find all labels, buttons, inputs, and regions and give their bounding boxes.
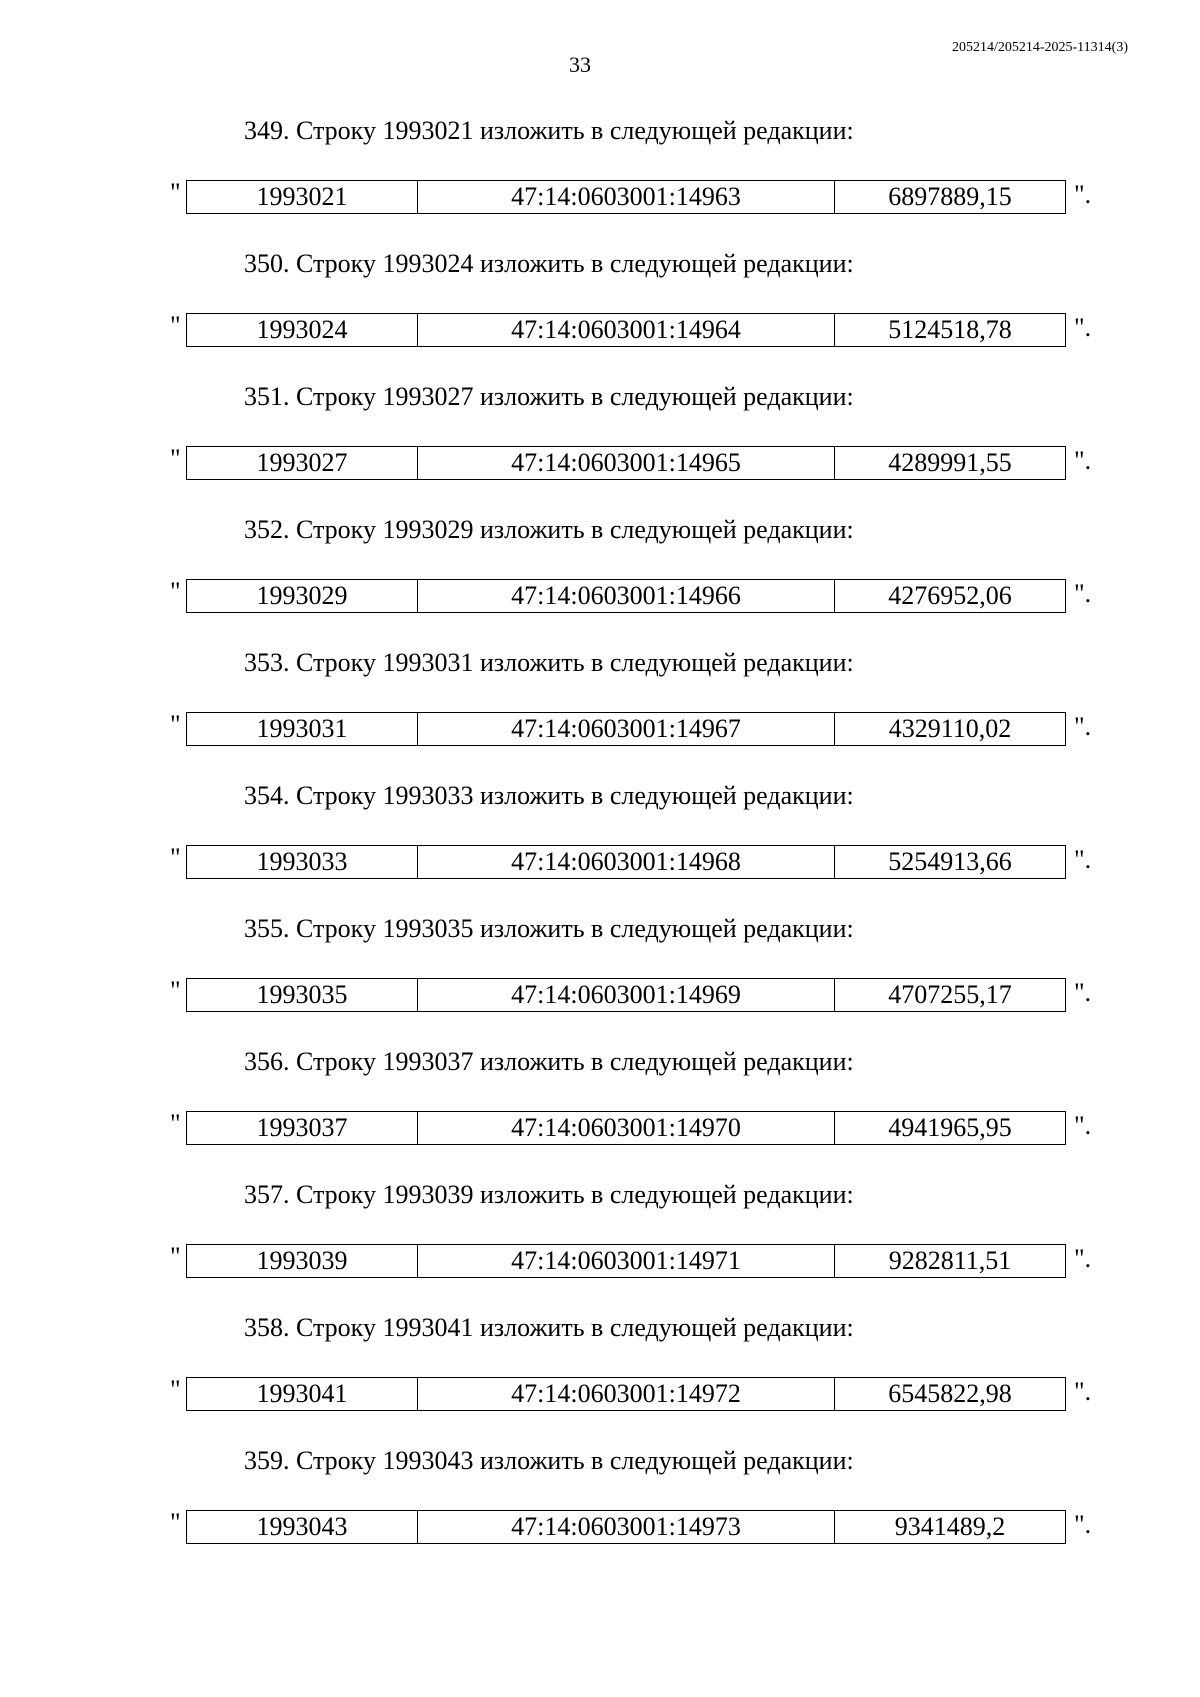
table-row (187, 447, 1066, 480)
opening-quote: " (170, 444, 181, 473)
opening-quote: " (170, 710, 181, 739)
cadastral-value-cell: 5254913,66 (835, 846, 1066, 879)
table-row (187, 713, 1066, 746)
cadastral-number-cell: 47:14:0603001:14966 (418, 580, 835, 613)
amendment-entry (0, 1440, 1200, 1573)
cadastral-number-cell: 47:14:0603001:14963 (418, 181, 835, 214)
table-row (187, 181, 1066, 214)
row-table (186, 313, 1066, 347)
amendment-entry (0, 1307, 1200, 1440)
table-row (187, 314, 1066, 347)
row-table (186, 1244, 1066, 1278)
amendment-heading: 349. Строку 1993021 изложить в следующей редакции: (244, 116, 854, 145)
closing-quote: ". (1074, 313, 1092, 342)
opening-quote: " (170, 1109, 181, 1138)
table-row (187, 1378, 1066, 1411)
amendment-entry (0, 775, 1200, 908)
cadastral-number-cell: 47:14:0603001:14972 (418, 1378, 835, 1411)
cadastral-value-cell: 6897889,15 (835, 181, 1066, 214)
table-row (187, 1511, 1066, 1544)
row-table (186, 579, 1066, 613)
closing-quote: ". (1074, 1111, 1092, 1140)
row-table (186, 180, 1066, 214)
opening-quote: " (170, 178, 181, 207)
closing-quote: ". (1074, 1244, 1092, 1273)
opening-quote: " (170, 1375, 181, 1404)
cadastral-value-cell: 4329110,02 (835, 713, 1066, 746)
amended-row (0, 1377, 1200, 1411)
cadastral-value-cell: 4276952,06 (835, 580, 1066, 613)
opening-quote: " (170, 843, 181, 872)
row-table (186, 1377, 1066, 1411)
amendment-heading: 357. Строку 1993039 изложить в следующей редакции: (244, 1180, 854, 1209)
opening-quote: " (170, 1242, 181, 1271)
opening-quote: " (170, 976, 181, 1005)
row-table (186, 1510, 1066, 1544)
closing-quote: ". (1074, 712, 1092, 741)
amended-row (0, 1510, 1200, 1544)
amendment-entry (0, 509, 1200, 642)
amended-row (0, 1244, 1200, 1278)
amendment-entry (0, 1174, 1200, 1307)
cadastral-number-cell: 47:14:0603001:14973 (418, 1511, 835, 1544)
row-number-cell: 1993041 (187, 1378, 418, 1411)
opening-quote: " (170, 1508, 181, 1537)
row-number-cell: 1993031 (187, 713, 418, 746)
row-table (186, 712, 1066, 746)
amended-row (0, 1111, 1200, 1145)
cadastral-number-cell: 47:14:0603001:14967 (418, 713, 835, 746)
closing-quote: ". (1074, 1377, 1092, 1406)
closing-quote: ". (1074, 845, 1092, 874)
table-row (187, 1245, 1066, 1278)
row-number-cell: 1993043 (187, 1511, 418, 1544)
row-table (186, 446, 1066, 480)
amendment-heading: 358. Строку 1993041 изложить в следующей редакции: (244, 1313, 854, 1342)
amendment-heading: 350. Строку 1993024 изложить в следующей редакции: (244, 249, 854, 278)
opening-quote: " (170, 311, 181, 340)
row-number-cell: 1993033 (187, 846, 418, 879)
cadastral-value-cell: 6545822,98 (835, 1378, 1066, 1411)
cadastral-number-cell: 47:14:0603001:14969 (418, 979, 835, 1012)
amendment-heading: 355. Строку 1993035 изложить в следующей редакции: (244, 914, 854, 943)
cadastral-value-cell: 4707255,17 (835, 979, 1066, 1012)
closing-quote: ". (1074, 1510, 1092, 1539)
row-table (186, 1111, 1066, 1145)
amendment-list (0, 110, 1200, 1573)
amended-row (0, 446, 1200, 480)
amendment-entry (0, 243, 1200, 376)
row-number-cell: 1993024 (187, 314, 418, 347)
amendment-entry (0, 1041, 1200, 1174)
amendment-entry (0, 110, 1200, 243)
row-number-cell: 1993021 (187, 181, 418, 214)
cadastral-number-cell: 47:14:0603001:14971 (418, 1245, 835, 1278)
amendment-entry (0, 908, 1200, 1041)
amendment-heading: 351. Строку 1993027 изложить в следующей редакции: (244, 382, 854, 411)
row-number-cell: 1993035 (187, 979, 418, 1012)
cadastral-value-cell: 9282811,51 (835, 1245, 1066, 1278)
amended-row (0, 712, 1200, 746)
row-number-cell: 1993027 (187, 447, 418, 480)
closing-quote: ". (1074, 446, 1092, 475)
amended-row (0, 845, 1200, 879)
amendment-heading: 352. Строку 1993029 изложить в следующей редакции: (244, 515, 854, 544)
cadastral-value-cell: 5124518,78 (835, 314, 1066, 347)
amended-row (0, 180, 1200, 214)
amendment-heading: 359. Строку 1993043 изложить в следующей редакции: (244, 1446, 854, 1475)
cadastral-number-cell: 47:14:0603001:14970 (418, 1112, 835, 1145)
row-table (186, 845, 1066, 879)
amended-row (0, 579, 1200, 613)
amended-row (0, 978, 1200, 1012)
row-number-cell: 1993039 (187, 1245, 418, 1278)
document-id: 205214/205214-2025-11314(3) (951, 40, 1128, 55)
table-row (187, 979, 1066, 1012)
amendment-heading: 353. Строку 1993031 изложить в следующей редакции: (244, 648, 854, 677)
table-row (187, 580, 1066, 613)
opening-quote: " (170, 577, 181, 606)
amendment-heading: 356. Строку 1993037 изложить в следующей редакции: (244, 1047, 854, 1076)
cadastral-value-cell: 9341489,2 (835, 1511, 1066, 1544)
amendment-entry (0, 642, 1200, 775)
cadastral-number-cell: 47:14:0603001:14964 (418, 314, 835, 347)
amendment-heading: 354. Строку 1993033 изложить в следующей редакции: (244, 781, 854, 810)
row-number-cell: 1993029 (187, 580, 418, 613)
table-row (187, 846, 1066, 879)
cadastral-number-cell: 47:14:0603001:14968 (418, 846, 835, 879)
row-number-cell: 1993037 (187, 1112, 418, 1145)
cadastral-value-cell: 4289991,55 (835, 447, 1066, 480)
closing-quote: ". (1074, 180, 1092, 209)
cadastral-value-cell: 4941965,95 (835, 1112, 1066, 1145)
page-number: 33 (569, 52, 591, 77)
row-table (186, 978, 1066, 1012)
amendment-entry (0, 376, 1200, 509)
cadastral-number-cell: 47:14:0603001:14965 (418, 447, 835, 480)
closing-quote: ". (1074, 978, 1092, 1007)
table-row (187, 1112, 1066, 1145)
amended-row (0, 313, 1200, 347)
closing-quote: ". (1074, 579, 1092, 608)
